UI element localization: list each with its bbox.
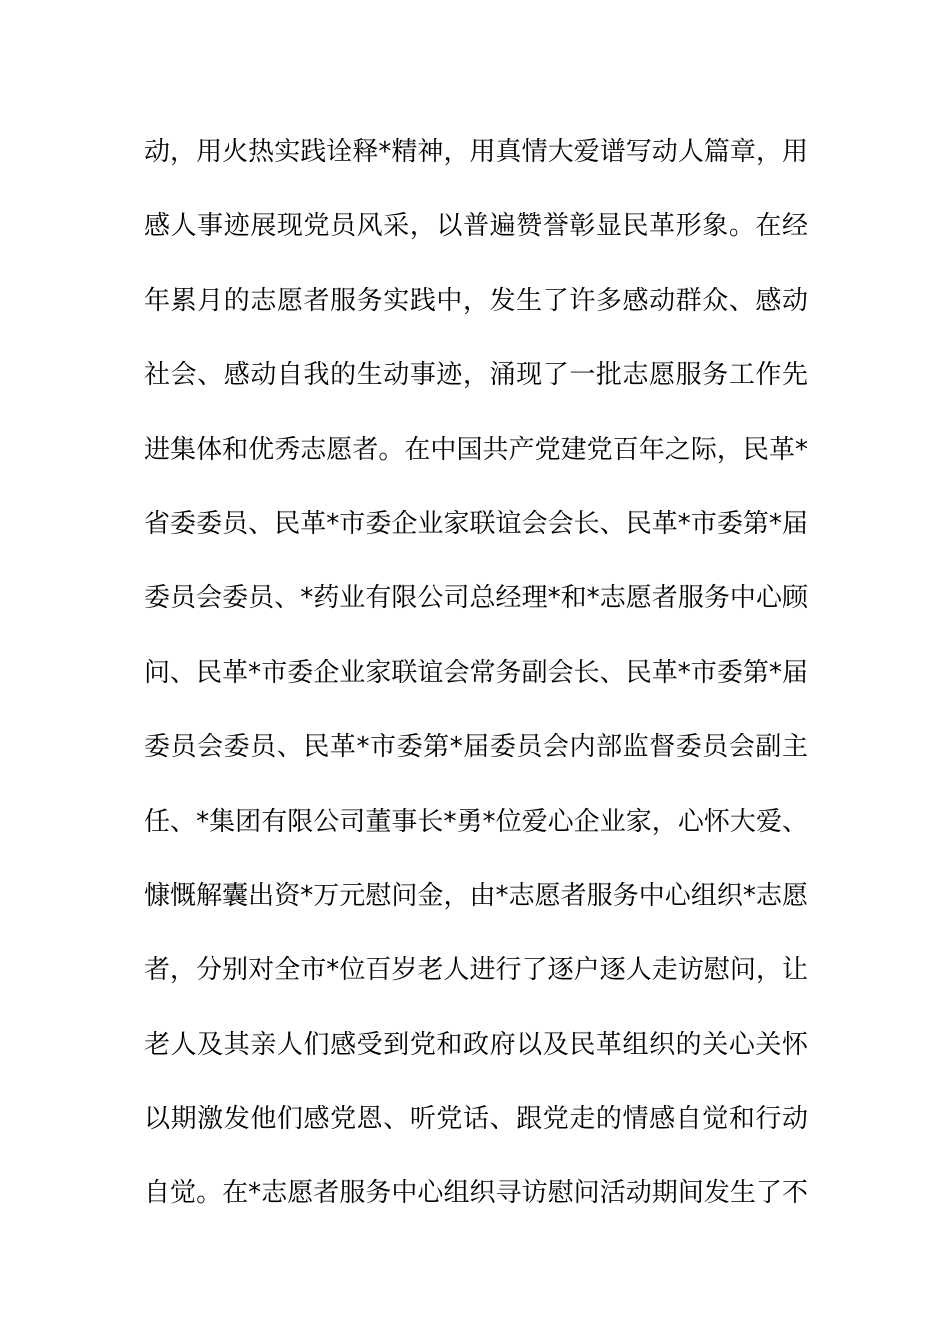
body-paragraph [144, 130, 808, 1246]
text-line: 动，用火热实践诠释*精神，用真情大爱谱写动人篇章，用 [144, 137, 808, 167]
text-line: 老人及其亲人们感受到党和政府以及民革组织的关心关怀 [144, 1029, 808, 1060]
text-line: 感人事迹展现党员风采，以普遍赞誉彰显民革形象。在经 [144, 211, 808, 242]
text-line: 慷慨解囊出资*万元慰问金，由*志愿者服务中心组织*志愿 [144, 880, 808, 911]
text-line: 委员会委员、*药业有限公司总经理*和*志愿者服务中心顾 [144, 583, 808, 614]
text-line: 自觉。在*志愿者服务中心组织寻访慰问活动期间发生了不 [144, 1178, 808, 1209]
text-line: 年累月的志愿者服务实践中，发生了许多感动群众、感动 [144, 285, 808, 316]
text-line: 者，分别对全市*位百岁老人进行了逐户逐人走访慰问，让 [144, 955, 808, 986]
text-line: 任、*集团有限公司董事长*勇*位爱心企业家，心怀大爱、 [144, 806, 808, 837]
text-line: 省委委员、民革*市委企业家联谊会会长、民革*市委第*届 [144, 508, 808, 539]
text-line: 问、民革*市委企业家联谊会常务副会长、民革*市委第*届 [144, 657, 808, 688]
text-line: 社会、感动自我的生动事迹，涌现了一批志愿服务工作先 [144, 360, 808, 391]
text-line: 以期激发他们感党恩、听党话、跟党走的情感自觉和行动 [144, 1104, 808, 1135]
text-line: 委员会委员、民革*市委第*届委员会内部监督委员会副主 [144, 732, 808, 763]
text-line: 进集体和优秀志愿者。在中国共产党建党百年之际，民革* [144, 434, 808, 465]
